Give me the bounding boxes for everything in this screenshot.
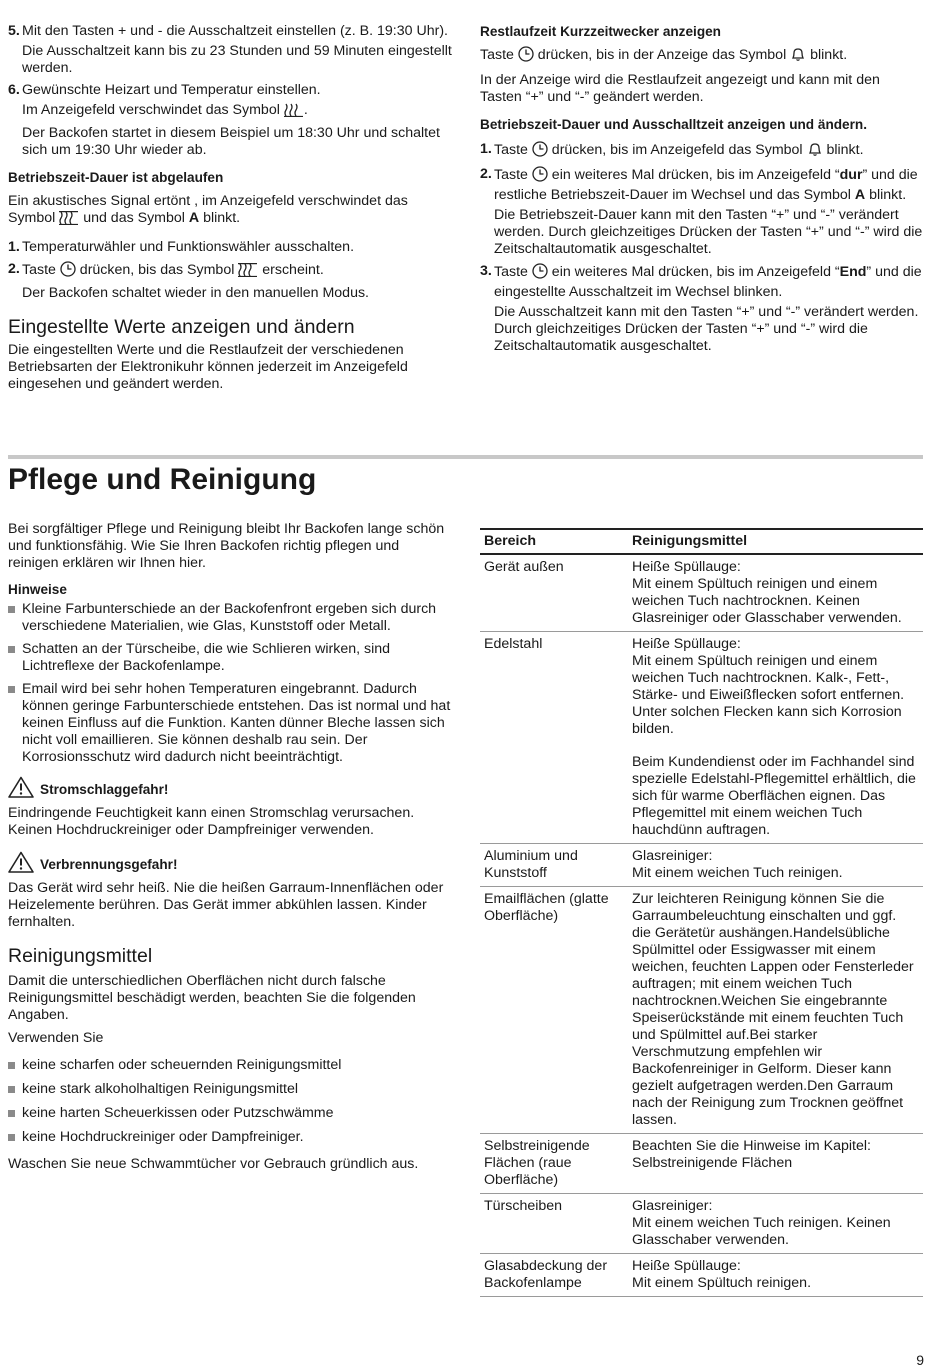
right-step-2-sub: Die Betriebszeit-Dauer kann mit den Tasten “+” und “-” verändert werden. Durch gleichzeitiges Drücken der Tasten “+” und “-” wird die Zeitschaltautomatik ausgeschaltet. <box>494 207 923 257</box>
table-cell-area: Türscheiben <box>480 1194 628 1254</box>
bell-icon <box>807 141 823 162</box>
table-cell-area: Emailflächen (glatte Oberfläche) <box>480 887 628 1134</box>
do-not-use-list <box>8 1057 453 1146</box>
bullet-icon <box>8 1062 15 1069</box>
table-row <box>480 1134 923 1194</box>
table-row <box>480 1194 923 1254</box>
top-bottom-heat-icon <box>59 211 79 230</box>
cleaning-agents-text: Damit die unterschiedlichen Oberflächen nicht durch falsche Reinigungsmittel beschädigt werden, beachten Sie die folgenden Angaben. <box>8 973 416 1023</box>
notes-heading: Hinweise <box>8 582 67 597</box>
warning-triangle-icon <box>8 776 34 802</box>
table-row <box>480 887 923 1134</box>
burn-warning-text: Das Gerät wird sehr heiß. Nie die heißen Garraum-Innenflächen oder Heizelemente berühren. Das Gerät immer abkühlen lassen. Kinder fernhalten. <box>8 880 444 930</box>
step-1-text: Temperaturwähler und Funktionswähler ausschalten. <box>22 239 355 255</box>
table-cell-agent <box>628 554 923 632</box>
table-cell-area: Gerät außen <box>480 554 628 632</box>
right-step-1: 1. Taste drücken, bis im Anzeigefeld das Symbol blinkt. <box>480 141 925 162</box>
clock-icon <box>518 46 534 67</box>
warning-triangle-icon <box>8 851 34 877</box>
page-number: 9 <box>916 1352 924 1368</box>
clock-icon <box>60 261 76 282</box>
bullet-icon <box>8 646 15 653</box>
top-bottom-heat-icon <box>238 263 258 282</box>
table-row <box>480 554 923 632</box>
table-cell-area: Edelstahl <box>480 632 628 844</box>
bottom-left-column <box>8 521 453 1173</box>
right-step-2: 2. Taste ein weiteres Mal drücken, bis im Anzeigefeld “dur” und die restliche Betriebszeit-Dauer im Wechsel und das Symbol A blinkt. Die Betriebszeit-Dauer kann mit den Tasten “+” und “-” verändert werden. Durch gleichzeitiges Drücken der Tasten “+” und “-” wird die Zeitschaltautomatik ausgeschaltet. <box>480 166 925 258</box>
table-cell-area: Glasabdeckung der Backofenlampe <box>480 1254 628 1297</box>
step-2-sub: Der Backofen schaltet wieder in den manuellen Modus. <box>22 285 369 301</box>
cleaning-table-container <box>480 528 923 1297</box>
table-cell-area: Selbstreinigende Flächen (raue Oberfläche) <box>480 1134 628 1194</box>
top-right-column <box>480 23 925 355</box>
clock-icon <box>532 141 548 162</box>
list-item: Schatten an der Türscheibe, die wie Schlieren wirken, sind Lichtreflexe der Backofenlampe. <box>8 641 453 675</box>
electric-shock-warning-text: Eindringende Feuchtigkeit kann einen Stromschlag verursachen. Keinen Hochdruckreiniger oder Dampfreiniger verwenden. <box>8 805 415 838</box>
list-item: keine harten Scheuerkissen oder Putzschwämme <box>8 1105 453 1122</box>
timer-heading: Restlaufzeit Kurzzeitwecker anzeigen <box>480 24 721 39</box>
table-row <box>480 844 923 887</box>
list-item: keine Hochdruckreiniger oder Dampfreiniger. <box>8 1129 453 1146</box>
table-cell-area: Aluminium und Kunststoff <box>480 844 628 887</box>
step-5-sub: Die Ausschaltzeit kann bis zu 23 Stunden und 59 Minuten eingestellt werden. <box>22 43 452 76</box>
electric-shock-warning-title: Stromschlaggefahr! <box>8 776 453 802</box>
use-label: Verwenden Sie <box>8 1030 104 1046</box>
chapter-divider <box>8 455 923 459</box>
step-2-text: Taste drücken, bis das Symbol erscheint. <box>22 261 453 282</box>
bullet-icon <box>8 606 15 613</box>
step-1: 1. Temperaturwähler und Funktionswähler ausschalten. <box>8 239 453 256</box>
top-bottom-heat-icon <box>284 103 304 122</box>
agent-paragraph: Heiße Spüllauge: Mit einem Spültuch reinigen. <box>632 1258 812 1291</box>
notes-list <box>8 601 453 766</box>
step-6-text: Gewünschte Heizart und Temperatur einstellen. <box>22 82 321 98</box>
intro-text: Bei sorgfältiger Pflege und Reinigung bleibt Ihr Backofen lange schön und funktionsfähig. Wie Sie Ihren Backofen richtig pflegen und reinigen erklären wir Ihnen hier. <box>8 521 445 571</box>
step-6-sub1: Im Anzeigefeld verschwindet das Symbol . <box>22 102 453 122</box>
final-note: Waschen Sie neue Schwammtücher vor Gebrauch gründlich aus. <box>8 1156 419 1172</box>
section-text: Die eingestellten Werte und die Restlaufzeit der verschiedenen Betriebsarten der Elektronikuhr können jederzeit im Anzeigefeld eingesehen und geändert werden. <box>8 342 408 392</box>
agent-paragraph: Beachten Sie die Hinweise im Kapitel: Selbstreinigende Flächen <box>632 1138 871 1171</box>
expired-text: Ein akustisches Signal ertönt , im Anzeigefeld verschwindet das Symbol und das Symbol A blinkt. <box>8 193 453 230</box>
agent-paragraph: Glasreiniger: Mit einem weichen Tuch reinigen. <box>632 848 843 881</box>
table-row <box>480 1254 923 1297</box>
table-header-row <box>480 529 923 554</box>
table-cell-agent <box>628 1134 923 1194</box>
burn-warning-title: Verbrennungsgefahr! <box>8 851 453 877</box>
step-5: 5. Mit den Tasten + und - die Ausschaltzeit einstellen (z. B. 19:30 Uhr). Die Ausschaltzeit kann bis zu 23 Stunden und 59 Minuten eingestellt werden. <box>8 23 452 76</box>
bullet-icon <box>8 1134 15 1141</box>
table-cell-agent <box>628 844 923 887</box>
column-header-agent: Reinigungsmittel <box>628 529 923 554</box>
agent-paragraph: Glasreiniger: Mit einem weichen Tuch reinigen. Keinen Glasschaber verwenden. <box>632 1198 891 1248</box>
list-item: Email wird bei sehr hohen Temperaturen eingebrannt. Dadurch können geringe Farbunterschiede entstehen. Das ist normal und hat keinen Einfluss auf die Funktion. Kanten dünner Bleche lassen sich nicht voll emaillieren. Sie können deshalb rau sein. Der Korrosionsschutz wird dadurch nicht beeinträchtigt. <box>8 681 453 766</box>
list-item: keine stark alkoholhaltigen Reinigungsmittel <box>8 1081 453 1098</box>
table-row <box>480 632 923 844</box>
right-step-3-sub: Die Ausschaltzeit kann mit den Tasten “+” und “-” verändert werden. Durch gleichzeitiges Drücken der Tasten “+” und “-” wird die Zeitschaltautomatik ausgeschaltet. <box>494 304 919 354</box>
table-cell-agent <box>628 1194 923 1254</box>
bell-icon <box>790 46 806 67</box>
column-header-area: Bereich <box>480 529 628 554</box>
list-item: keine scharfen oder scheuernden Reinigungsmittel <box>8 1057 453 1074</box>
list-item: Kleine Farbunterschiede an der Backofenfront ergeben sich durch verschiedene Materialien, wie Glas, Kunststoff oder Metall. <box>8 601 453 635</box>
clock-icon <box>532 263 548 284</box>
section-heading: Eingestellte Werte anzeigen und ändern <box>8 316 355 338</box>
timer-text1: Taste drücken, bis in der Anzeige das Symbol blinkt. <box>480 46 925 67</box>
step-5-text: Mit den Tasten + und - die Ausschaltzeit einstellen (z. B. 19:30 Uhr). <box>22 23 448 39</box>
chapter-title: Pflege und Reinigung <box>8 463 317 496</box>
agent-paragraph: Heiße Spüllauge: Mit einem Spültuch reinigen und einem weichen Tuch nachtrocknen. Keinen Glasreiniger oder Glasschaber verwenden. <box>632 559 902 626</box>
bullet-icon <box>8 1086 15 1093</box>
timer-text2: In der Anzeige wird die Restlaufzeit angezeigt und kann mit den Tasten “+” und “-” geändert werden. <box>480 72 880 105</box>
cleaning-table <box>480 528 923 1297</box>
agent-paragraph: Beim Kundendienst oder im Fachhandel sind spezielle Edelstahl-Pflegemittel erhältlich, die sich für warme Oberflächen eignen. Das Pflegemittel mit einem weichen Tuch hauchdünn auftragen. <box>632 754 916 838</box>
step-6-sub2: Der Backofen startet in diesem Beispiel um 18:30 Uhr und schaltet sich um 19:30 Uhr wieder ab. <box>22 125 440 158</box>
top-left-column <box>8 23 453 393</box>
clock-icon <box>532 166 548 187</box>
duration-heading: Betriebszeit-Dauer und Ausschalltzeit anzeigen und ändern. <box>480 117 867 132</box>
step-6: 6. Gewünschte Heizart und Temperatur einstellen. Im Anzeigefeld verschwindet das Symbol . Der Backofen startet in diesem Beispiel um 18:30 Uhr und schaltet sich um 19:30 Uhr wieder ab. <box>8 82 453 159</box>
step-2: 2. Taste drücken, bis das Symbol erscheint. Der Backofen schaltet wieder in den manuellen Modus. <box>8 261 453 302</box>
cleaning-agents-heading: Reinigungsmittel <box>8 945 153 967</box>
agent-paragraph: Heiße Spüllauge: Mit einem Spültuch reinigen und einem weichen Tuch nachtrocknen. Kalk-, Fett-, Stärke- und Eiweißflecken sofort entfernen. Unter solchen Flecken kann sich Korrosion bilden. <box>632 636 905 737</box>
agent-paragraph: Zur leichteren Reinigung können Sie die Garraumbeleuchtung einschalten und ggf. die Gerätetür aushängen.Handelsübliche Spülmittel oder Essigwasser mit einem weichen, feuchten Lappen oder Fensterleder auftragen; mit einem weichen Tuch nachtrocknen.Weichen Sie eingebrannte Speiserückstände mit einem feuchten Tuch und Spülmittel auf.Bei starker Verschmutzung empfehlen wir Backofenreiniger in Gelform. Dieser kann gezielt aufgetragen werden.Den Garraum nach der Reinigung zum Trocknen geöffnet lassen. <box>632 891 914 1128</box>
bullet-icon <box>8 1110 15 1117</box>
bullet-icon <box>8 686 15 693</box>
right-step-3: 3. Taste ein weiteres Mal drücken, bis im Anzeigefeld “End” und die eingestellte Ausschaltzeit im Wechsel blinken. Die Ausschaltzeit kann mit den Tasten “+” und “-” verändert werden. Durch gleichzeitiges Drücken der Tasten “+” und “-” wird die Zeitschaltautomatik ausgeschaltet. <box>480 263 925 355</box>
table-cell-agent <box>628 1254 923 1297</box>
table-body <box>480 554 923 1297</box>
expired-heading: Betriebszeit-Dauer ist abgelaufen <box>8 170 224 185</box>
table-cell-agent <box>628 632 923 844</box>
table-cell-agent <box>628 887 923 1134</box>
